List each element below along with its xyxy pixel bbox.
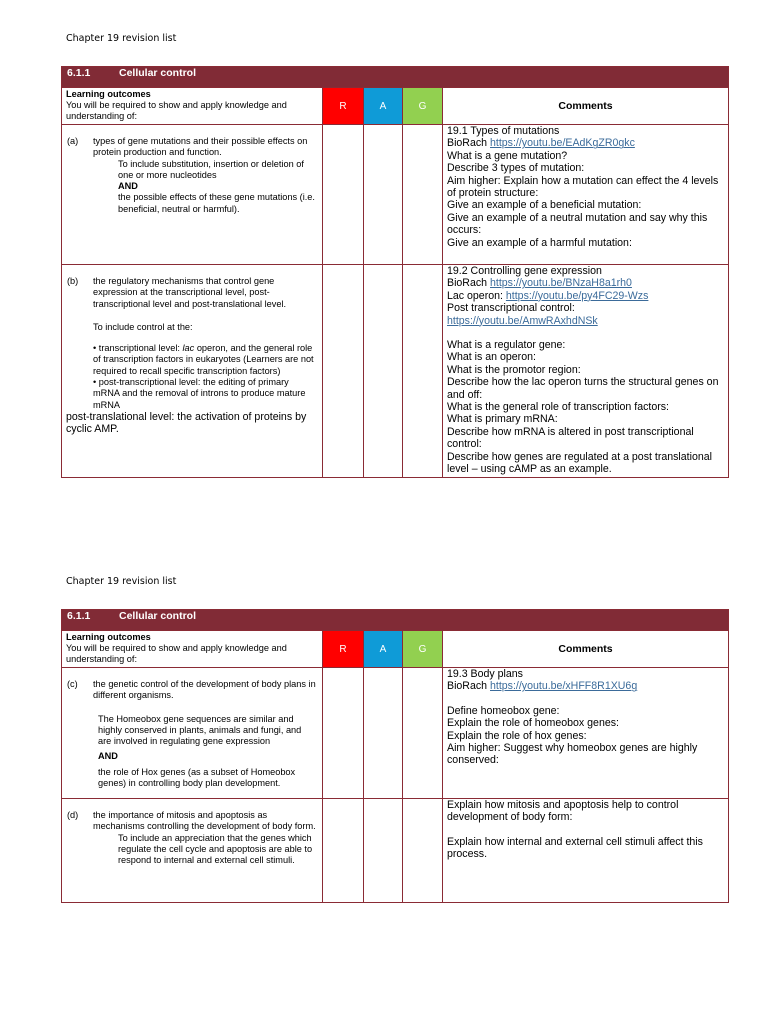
section-number: 6.1.1	[67, 610, 91, 622]
comment-line: 19.2 Controlling gene expression	[447, 265, 602, 277]
outcome-include: To include substitution, insertion or deletion of one or more nucleotides	[118, 158, 304, 180]
rag-cell-amber[interactable]	[364, 799, 403, 903]
table-row	[62, 668, 729, 799]
outcome-text: types of gene mutations and their possible effects on protein production and function.	[93, 136, 308, 158]
comment-line: What is a regulator gene:	[447, 339, 566, 352]
learning-outcomes-title: Learning outcomes	[66, 89, 151, 99]
comment-line: Give an example of a neutral mutation and say why this occurs:	[447, 211, 708, 237]
comment-line: Explain the role of homeobox genes:	[447, 717, 619, 730]
outcome-cell	[62, 125, 323, 265]
outcome-letter: (c)	[67, 679, 78, 689]
outcome-and: AND	[98, 751, 118, 762]
video-link[interactable]: https://youtu.be/BNzaH8a1rh0	[490, 277, 632, 290]
section-banner	[62, 67, 729, 88]
section-number: 6.1.1	[67, 67, 91, 79]
video-link[interactable]: https://youtu.be/xHFF8R1XU6g	[490, 680, 638, 693]
comments-header: Comments	[443, 631, 729, 668]
video-link[interactable]: https://youtu.be/AmwRAxhdNSk	[447, 314, 598, 327]
learning-outcomes-text: You will be required to show and apply knowledge and understanding of:	[66, 643, 287, 664]
outcome-cell	[62, 799, 323, 903]
rag-green: G	[403, 631, 443, 668]
rag-cell-green[interactable]	[403, 125, 443, 265]
comments-cell	[443, 125, 729, 265]
revision-table	[61, 66, 729, 478]
rag-cell-green[interactable]	[403, 668, 443, 799]
page-heading: Chapter 19 revision list	[66, 33, 177, 44]
outcome-text: the regulatory mechanisms that control gene expression at the transcriptional level, post-transcriptional level and post-translational level.	[93, 276, 287, 309]
video-link[interactable]: https://youtu.be/EAdKgZR0gkc	[490, 137, 635, 150]
page-heading: Chapter 19 revision list	[66, 576, 177, 587]
comment-line: What is the promotor region:	[447, 363, 581, 376]
comment-line: 19.1 Types of mutations	[447, 125, 560, 137]
comment-line: BioRach https://youtu.be/BNzaH8a1rh0	[447, 277, 632, 290]
comment-line: Describe 3 types of mutation:	[447, 162, 585, 175]
comment-line: Give an example of a harmful mutation:	[447, 236, 632, 249]
rag-cell-amber[interactable]	[364, 265, 403, 478]
outcome-text: the importance of mitosis and apoptosis as mechanisms controlling the development of body form.	[93, 810, 316, 832]
rag-cell-green[interactable]	[403, 265, 443, 478]
comment-line: Explain how mitosis and apoptosis help to control development of body form:	[447, 799, 679, 824]
outcome-letter: (b)	[67, 276, 79, 286]
learning-outcomes-header	[62, 88, 323, 125]
comment-line: Describe how mRNA is altered in post transcriptional control:	[447, 425, 694, 451]
outcome-cell	[62, 265, 323, 478]
comment-line: What is an operon:	[447, 351, 536, 364]
learning-outcomes-header	[62, 631, 323, 668]
header-row	[62, 631, 729, 668]
section-title: Cellular control	[119, 610, 197, 622]
outcome-include: To include an appreciation that the genes which regulate the cell cycle and apoptosis are able to respond to internal and external cell stimuli.	[118, 832, 313, 866]
comment-line: Lac operon: https://youtu.be/py4FC29-Wzs	[447, 289, 649, 302]
rag-cell-amber[interactable]	[364, 125, 403, 265]
rag-amber: A	[364, 631, 403, 668]
section-banner	[62, 610, 729, 631]
comment-line: Aim higher: Explain how a mutation can effect the 4 levels of protein structure:	[447, 174, 719, 200]
rag-cell-red[interactable]	[323, 125, 364, 265]
comment-line: Explain how internal and external cell stimuli affect this process.	[447, 835, 703, 861]
rag-red: R	[323, 88, 364, 125]
rag-cell-green[interactable]	[403, 799, 443, 903]
comment-line: Describe how genes are regulated at a post translational level – using cAMP as an example.	[447, 450, 713, 476]
outcome-cell	[62, 668, 323, 799]
comments-cell	[443, 668, 729, 799]
comments-cell	[443, 799, 729, 903]
comment-line: BioRach https://youtu.be/xHFF8R1XU6g	[447, 680, 638, 693]
outcome-post-translational: post-translational level: the activation of proteins by cyclic AMP.	[66, 410, 307, 436]
comment-line: Aim higher: Suggest why homeobox genes are highly conserved:	[447, 742, 698, 767]
comment-line: BioRach https://youtu.be/EAdKgZR0gkc	[447, 137, 635, 150]
comment-line: 19.3 Body plans	[447, 668, 523, 680]
comment-line	[447, 315, 724, 327]
comment-line: Explain the role of hox genes:	[447, 729, 587, 742]
comments-header: Comments	[443, 88, 729, 125]
comment-line: What is a gene mutation?	[447, 149, 568, 162]
outcome-letter: (a)	[67, 136, 79, 146]
outcome-hox: the role of Hox genes (as a subset of Homeobox genes) in controlling body plan development.	[98, 766, 296, 789]
video-link[interactable]: https://youtu.be/py4FC29-Wzs	[505, 289, 649, 302]
header-row	[62, 88, 729, 125]
outcome-and: AND	[118, 181, 138, 192]
comment-line: What is the general role of transcription factors:	[447, 401, 669, 414]
comments-cell	[443, 265, 729, 478]
outcome-text: the genetic control of the development of body plans in different organisms.	[93, 679, 316, 701]
rag-cell-red[interactable]	[323, 668, 364, 799]
outcome-bullet: • post-transcriptional level: the editing of primary mRNA and the removal of introns to produce mature mRNA	[93, 377, 306, 410]
comment-line: What is primary mRNA:	[447, 413, 558, 426]
outcome-bullet: • transcriptional level: lac operon, and the general role of transcription factors in eukaryotes (Learners are not required to recall specific transcription factors)	[93, 343, 314, 376]
comment-line: Give an example of a beneficial mutation:	[447, 199, 642, 212]
outcome-homeobox: The Homeobox gene sequences are similar and highly conserved in plants, animals and fungi, and are involved in regulating gene expression	[98, 713, 302, 747]
comment-line: Post transcriptional control:	[447, 302, 575, 315]
outcome-effects: the possible effects of these gene mutations (i.e. beneficial, neutral or harmful).	[118, 192, 315, 214]
table-row	[62, 125, 729, 265]
comment-line: Describe how the lac operon turns the structural genes on and off:	[447, 376, 719, 401]
revision-table	[61, 609, 729, 903]
rag-red: R	[323, 631, 364, 668]
rag-cell-red[interactable]	[323, 799, 364, 903]
rag-green: G	[403, 88, 443, 125]
rag-cell-amber[interactable]	[364, 668, 403, 799]
outcome-letter: (d)	[67, 810, 79, 820]
table-row	[62, 799, 729, 903]
learning-outcomes-text: You will be required to show and apply knowledge and understanding of:	[66, 100, 287, 121]
learning-outcomes-title: Learning outcomes	[66, 632, 151, 642]
rag-cell-red[interactable]	[323, 265, 364, 478]
outcome-include: To include control at the:	[93, 321, 193, 332]
comment-line: Define homeobox gene:	[447, 704, 560, 717]
table-row	[62, 265, 729, 478]
rag-amber: A	[364, 88, 403, 125]
section-title: Cellular control	[119, 67, 197, 79]
